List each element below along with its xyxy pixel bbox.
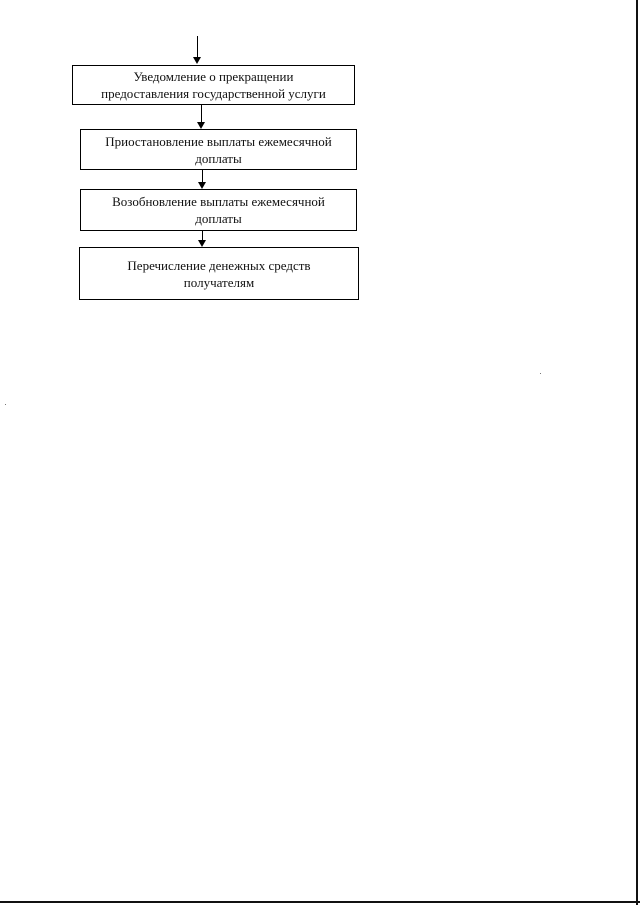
arrow-step-1-to-2 (197, 105, 207, 129)
arrow-shaft (201, 105, 202, 123)
flow-step-line: Перечисление денежных средств (127, 257, 311, 273)
scan-edge-bottom (0, 901, 640, 903)
flow-step-line: доплаты (195, 211, 242, 226)
flow-step-text (105, 133, 331, 167)
arrow-head (193, 57, 201, 64)
arrow-head (198, 240, 206, 247)
flow-step-line: доплаты (195, 150, 242, 166)
flow-step-line: Уведомление о прекращении (133, 69, 294, 84)
flow-step-resumption (80, 189, 357, 231)
flow-step-line: Приостановление выплаты ежемесячной (105, 133, 332, 149)
flow-step-transfer (79, 247, 359, 300)
flow-step-text (101, 68, 326, 102)
flow-step-suspension (80, 129, 357, 170)
flow-step-notification (72, 65, 355, 105)
flow-step-text (127, 257, 310, 291)
flow-step-line: получателям (183, 274, 255, 290)
scan-speck (5, 404, 6, 405)
flow-step-line: Возобновление выплаты ежемесячной (112, 194, 325, 209)
arrow-head (198, 182, 206, 189)
arrow-head (197, 122, 205, 129)
arrow-in-top (193, 36, 203, 64)
scan-edge-right (636, 0, 638, 905)
arrow-shaft (197, 36, 198, 58)
scan-speck (540, 373, 541, 374)
arrow-step-2-to-3 (198, 170, 208, 189)
arrow-step-3-to-4 (198, 231, 208, 247)
flow-step-text (112, 193, 325, 227)
flow-step-line: предоставления государственной услуги (101, 86, 326, 101)
